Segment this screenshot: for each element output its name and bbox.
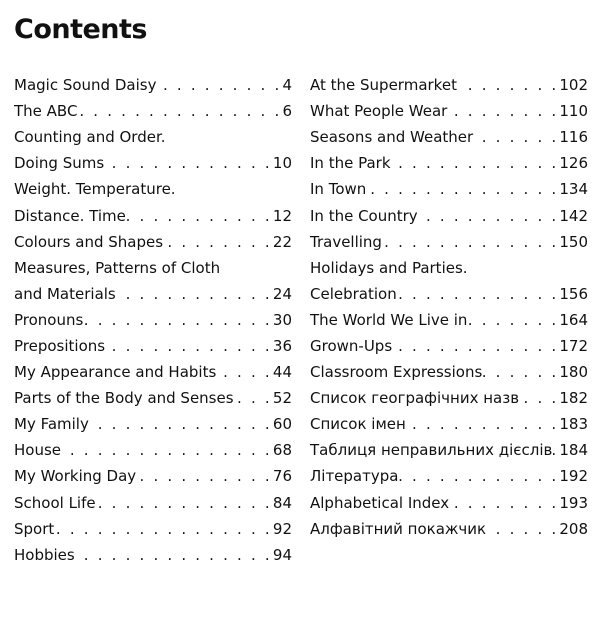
toc-dot-leader: [407, 415, 559, 433]
toc-dot-leader: [450, 494, 558, 512]
toc-entry[interactable]: [310, 411, 588, 437]
toc-entry[interactable]: [14, 72, 292, 98]
toc-page-number: 142: [559, 206, 588, 225]
toc-entry-title: Travelling: [310, 232, 382, 251]
toc-entry[interactable]: [14, 463, 292, 489]
toc-dot-leader: [106, 337, 272, 355]
toc-entry[interactable]: [310, 72, 588, 98]
toc-entry-title: House: [14, 441, 62, 460]
toc-page-number: 60: [272, 415, 292, 434]
toc-entry[interactable]: [310, 202, 588, 228]
toc-entry-title: Celebration: [310, 284, 397, 303]
toc-page-number: 134: [559, 180, 588, 199]
toc-entry-title: In Town: [310, 180, 367, 199]
toc-entry-title: Classroom Expressions: [310, 363, 483, 382]
toc-dot-leader: [164, 233, 272, 251]
toc-entry[interactable]: [14, 542, 292, 568]
toc-entry[interactable]: [14, 333, 292, 359]
toc-entry[interactable]: [310, 255, 588, 281]
toc-entry-title: Алфавітний покажчик: [310, 519, 487, 538]
toc-entry[interactable]: [310, 229, 588, 255]
toc-entry[interactable]: [14, 202, 292, 228]
toc-page-number: 10: [272, 154, 292, 173]
toc-dot-leader: [90, 415, 272, 433]
toc-page-number: 30: [272, 310, 292, 329]
toc-entry[interactable]: [310, 359, 588, 385]
page-title: Contents: [14, 14, 148, 45]
toc-dot-leader: [520, 389, 558, 407]
toc-dot-leader: [398, 285, 559, 303]
contents-right-column: [310, 72, 588, 542]
toc-page-number: 76: [272, 467, 292, 486]
toc-page-number: 94: [272, 545, 292, 564]
toc-page-number: 52: [272, 389, 292, 408]
toc-page-number: 208: [559, 519, 588, 538]
toc-dot-leader: [487, 520, 558, 538]
toc-entry-title: My Family: [14, 415, 89, 434]
toc-page-number: 172: [559, 336, 588, 355]
toc-entry-title: Doing Sums: [14, 154, 105, 173]
toc-dot-leader: [474, 128, 558, 146]
toc-dot-leader: [367, 180, 558, 198]
toc-entry[interactable]: [14, 176, 292, 202]
toc-dot-leader: [419, 207, 559, 225]
toc-entry-title: Prepositions: [14, 336, 106, 355]
toc-dot-leader: [55, 520, 272, 538]
toc-dot-leader: [392, 154, 559, 172]
toc-dot-leader: [137, 467, 272, 485]
toc-entry[interactable]: [14, 124, 292, 150]
toc-entry-title: Seasons and Weather: [310, 128, 474, 147]
contents-left-column: [14, 72, 292, 568]
toc-dot-leader: [393, 337, 558, 355]
toc-entry-title: Література: [310, 467, 399, 486]
toc-entry[interactable]: [14, 516, 292, 542]
toc-entry-title: Sport: [14, 519, 55, 538]
toc-page-number: 102: [559, 76, 588, 95]
toc-page-number: 44: [272, 363, 292, 382]
toc-page-number: 193: [559, 493, 588, 512]
toc-entry[interactable]: [310, 176, 588, 202]
toc-dot-leader: [84, 311, 272, 329]
toc-entry-title: and Materials: [14, 284, 116, 303]
toc-page-number: 24: [272, 284, 292, 303]
toc-page-number: 156: [559, 284, 588, 303]
toc-page-number: 182: [559, 389, 588, 408]
toc-entry-title: What People Wear: [310, 102, 448, 121]
toc-entry[interactable]: [310, 124, 588, 150]
toc-entry[interactable]: [14, 437, 292, 463]
toc-dot-leader: [399, 467, 558, 485]
toc-dot-leader: [127, 207, 272, 225]
toc-entry[interactable]: [14, 281, 292, 307]
toc-page-number: 4: [282, 76, 292, 95]
toc-page-number: 150: [559, 232, 588, 251]
toc-entry[interactable]: [14, 385, 292, 411]
toc-page-number: 6: [282, 102, 292, 121]
toc-page-number: 84: [272, 493, 292, 512]
toc-page-number: 183: [559, 415, 588, 434]
toc-entry-title: Список географічних назв: [310, 389, 520, 408]
toc-dot-leader: [78, 102, 281, 120]
toc-entry-title: Список імен: [310, 415, 406, 434]
toc-entry[interactable]: [310, 307, 588, 333]
toc-dot-leader: [62, 441, 272, 459]
toc-page-number: 192: [559, 467, 588, 486]
toc-entry-title: Weight. Temperature.: [14, 180, 176, 199]
toc-page-number: 184: [559, 441, 588, 460]
toc-page-number: 180: [559, 363, 588, 382]
toc-page-number: 68: [272, 441, 292, 460]
toc-entry[interactable]: [310, 463, 588, 489]
toc-page-number: 36: [272, 336, 292, 355]
toc-dot-leader: [448, 102, 558, 120]
toc-page-number: 110: [559, 102, 588, 121]
toc-entry[interactable]: [310, 281, 588, 307]
toc-entry[interactable]: [14, 255, 292, 281]
toc-entry-title: Measures, Patterns of Cloth: [14, 258, 221, 277]
toc-entry[interactable]: [310, 150, 588, 176]
toc-entry-title: Grown-Ups: [310, 336, 393, 355]
toc-dot-leader: [105, 154, 272, 172]
toc-entry[interactable]: [14, 359, 292, 385]
toc-entry[interactable]: [14, 229, 292, 255]
toc-entry-title: The World We Live in: [310, 310, 468, 329]
toc-entry-title: Holidays and Parties.: [310, 258, 468, 277]
toc-entry-title: My Working Day: [14, 467, 137, 486]
toc-entry[interactable]: [14, 150, 292, 176]
toc-entry-title: Magic Sound Daisy: [14, 76, 157, 95]
toc-entry-title: At the Supermarket: [310, 76, 457, 95]
toc-entry-title: My Appearance and Habits: [14, 363, 217, 382]
toc-page-number: 164: [559, 310, 588, 329]
toc-entry[interactable]: [14, 307, 292, 333]
toc-dot-leader: [468, 311, 558, 329]
toc-dot-leader: [383, 233, 558, 251]
toc-entry[interactable]: [310, 490, 588, 516]
toc-entry[interactable]: [310, 437, 588, 463]
toc-dot-leader: [235, 389, 272, 407]
toc-entry-title: Hobbies: [14, 545, 75, 564]
toc-dot-leader: [97, 494, 272, 512]
toc-page-number: 22: [272, 232, 292, 251]
toc-entry-title: Parts of the Body and Senses: [14, 389, 234, 408]
toc-dot-leader: [76, 546, 272, 564]
toc-entry-title: In the Park: [310, 154, 391, 173]
toc-page-number: 12: [272, 206, 292, 225]
toc-entry[interactable]: [14, 411, 292, 437]
toc-entry-title: Distance. Time: [14, 206, 126, 225]
toc-entry[interactable]: [310, 98, 588, 124]
toc-dot-leader: [157, 76, 281, 94]
toc-entry[interactable]: [14, 98, 292, 124]
toc-entry-title: Pronouns: [14, 310, 84, 329]
toc-entry-title: Counting and Order.: [14, 128, 166, 147]
toc-entry-title: In the Country: [310, 206, 418, 225]
toc-entry-title: Alphabetical Index: [310, 493, 450, 512]
toc-dot-leader: [117, 285, 272, 303]
toc-entry-title: School Life: [14, 493, 96, 512]
toc-dot-leader: [483, 363, 558, 381]
toc-page-number: 116: [559, 128, 588, 147]
toc-dot-leader: [458, 76, 558, 94]
toc-entry-title: Colours and Shapes: [14, 232, 164, 251]
toc-page-number: 126: [559, 154, 588, 173]
toc-dot-leader: [553, 441, 558, 459]
toc-dot-leader: [217, 363, 272, 381]
toc-entry[interactable]: [310, 385, 588, 411]
toc-page-number: 92: [272, 519, 292, 538]
toc-entry[interactable]: [310, 333, 588, 359]
toc-entry[interactable]: [310, 516, 588, 542]
toc-entry-title: Таблиця неправильних дієслів: [310, 441, 553, 460]
toc-entry-title: The ABC: [14, 102, 78, 121]
toc-entry[interactable]: [14, 490, 292, 516]
